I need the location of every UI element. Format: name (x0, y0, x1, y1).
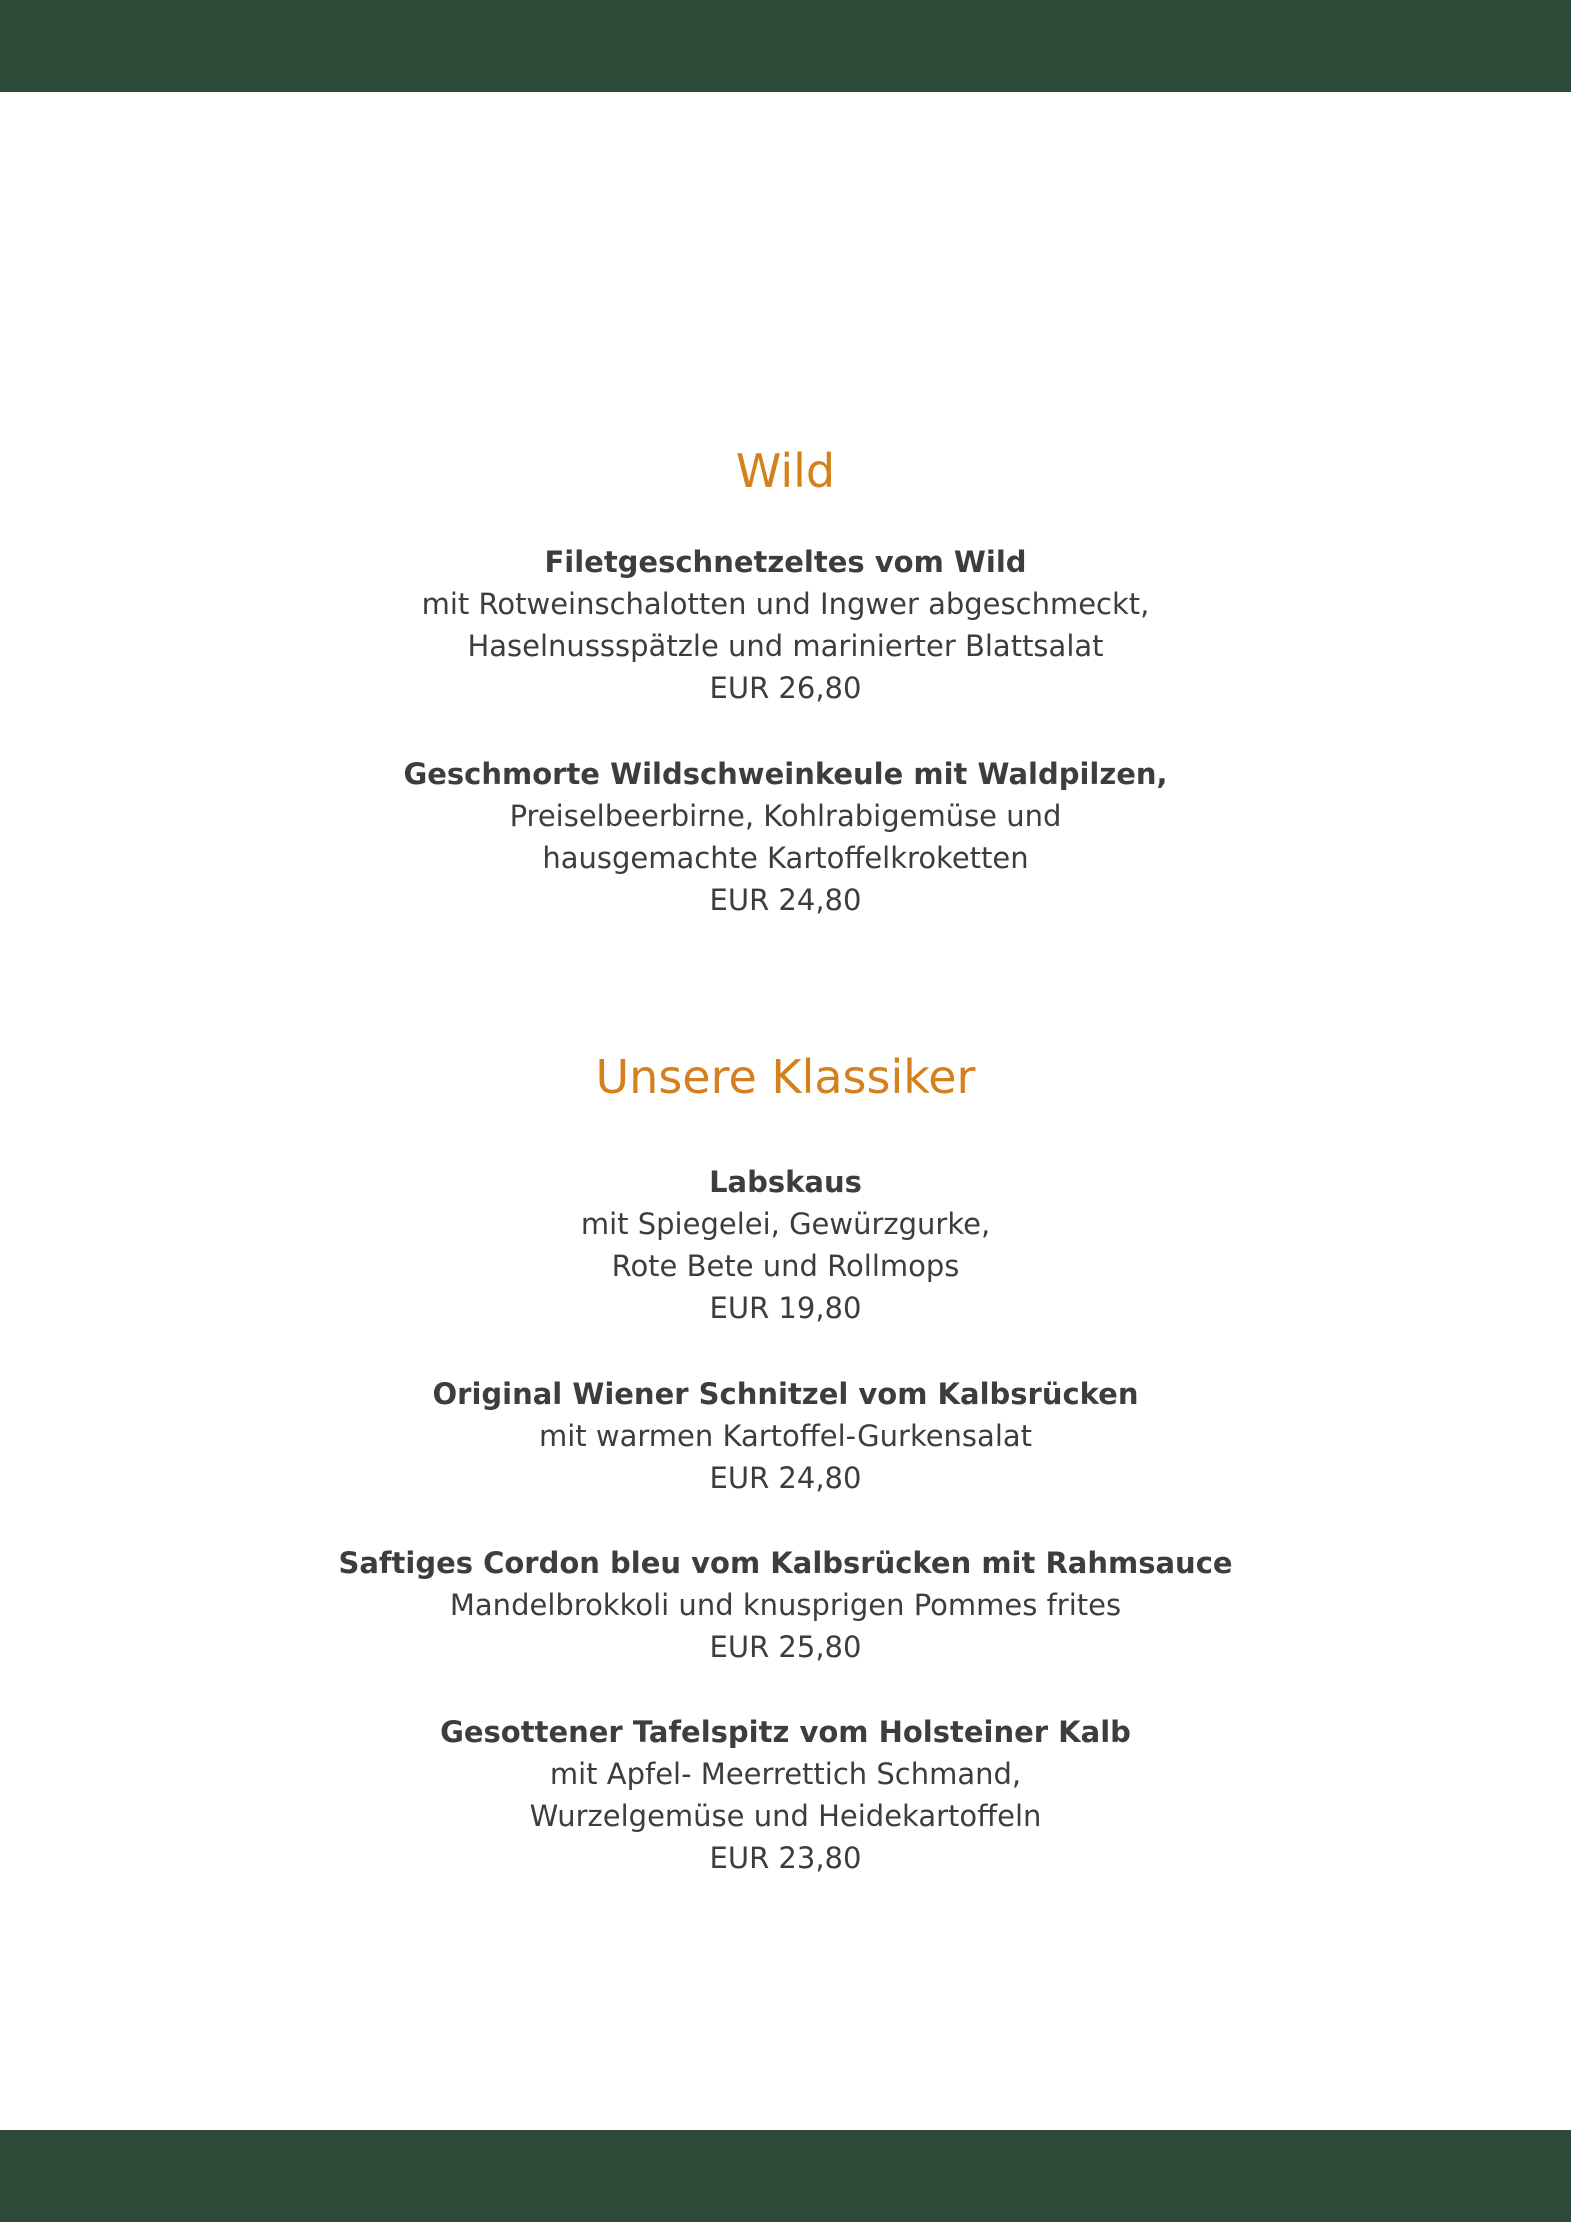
dish-description: hausgemachte Kartoffelkroketten (542, 841, 1029, 875)
dish-item (0, 1373, 1571, 1499)
dish-name: Gesottener Tafelspitz vom Holsteiner Kalb (440, 1715, 1131, 1749)
dish-price: EUR 25,80 (709, 1630, 862, 1664)
dish-item (0, 1542, 1571, 1668)
dish-item (0, 1711, 1571, 1879)
dish-description: mit Apfel- Meerrettich Schmand, (549, 1757, 1022, 1791)
section-title-wild: Wild (735, 444, 836, 498)
bottom-band (0, 2130, 1571, 2222)
dish-item (0, 753, 1571, 921)
dish-item (0, 1161, 1571, 1329)
dish-name: Filetgeschnetzeltes vom Wild (544, 545, 1027, 579)
dish-price: EUR 24,80 (709, 883, 862, 917)
dish-description: Mandelbrokkoli und knusprigen Pommes frites (449, 1588, 1122, 1622)
dish-name: Labskaus (709, 1165, 862, 1199)
dish-description: Preiselbeerbirne, Kohlrabigemüse und (509, 799, 1062, 833)
dish-description: mit Spiegelei, Gewürzgurke, (580, 1207, 991, 1241)
dish-price: EUR 24,80 (709, 1461, 862, 1495)
dish-description: mit warmen Kartoffel-Gurkensalat (538, 1419, 1033, 1453)
dish-price: EUR 26,80 (709, 671, 862, 705)
dish-name: Original Wiener Schnitzel vom Kalbsrücken (432, 1377, 1139, 1411)
dish-price: EUR 23,80 (709, 1841, 862, 1875)
section-title-klassiker: Unsere Klassiker (595, 1050, 976, 1104)
dish-description: Haselnussspätzle und marinierter Blattsalat (467, 629, 1104, 663)
dish-price: EUR 19,80 (709, 1291, 862, 1325)
dish-name: Saftiges Cordon bleu vom Kalbsrücken mit Rahmsauce (338, 1546, 1233, 1580)
dish-name: Geschmorte Wildschweinkeule mit Waldpilzen, (403, 757, 1168, 791)
top-band (0, 0, 1571, 92)
dish-description: mit Rotweinschalotten und Ingwer abgeschmeckt, (421, 587, 1150, 621)
dish-description: Rote Bete und Rollmops (611, 1249, 960, 1283)
dish-item (0, 541, 1571, 709)
dish-description: Wurzelgemüse und Heidekartoffeln (529, 1799, 1042, 1833)
